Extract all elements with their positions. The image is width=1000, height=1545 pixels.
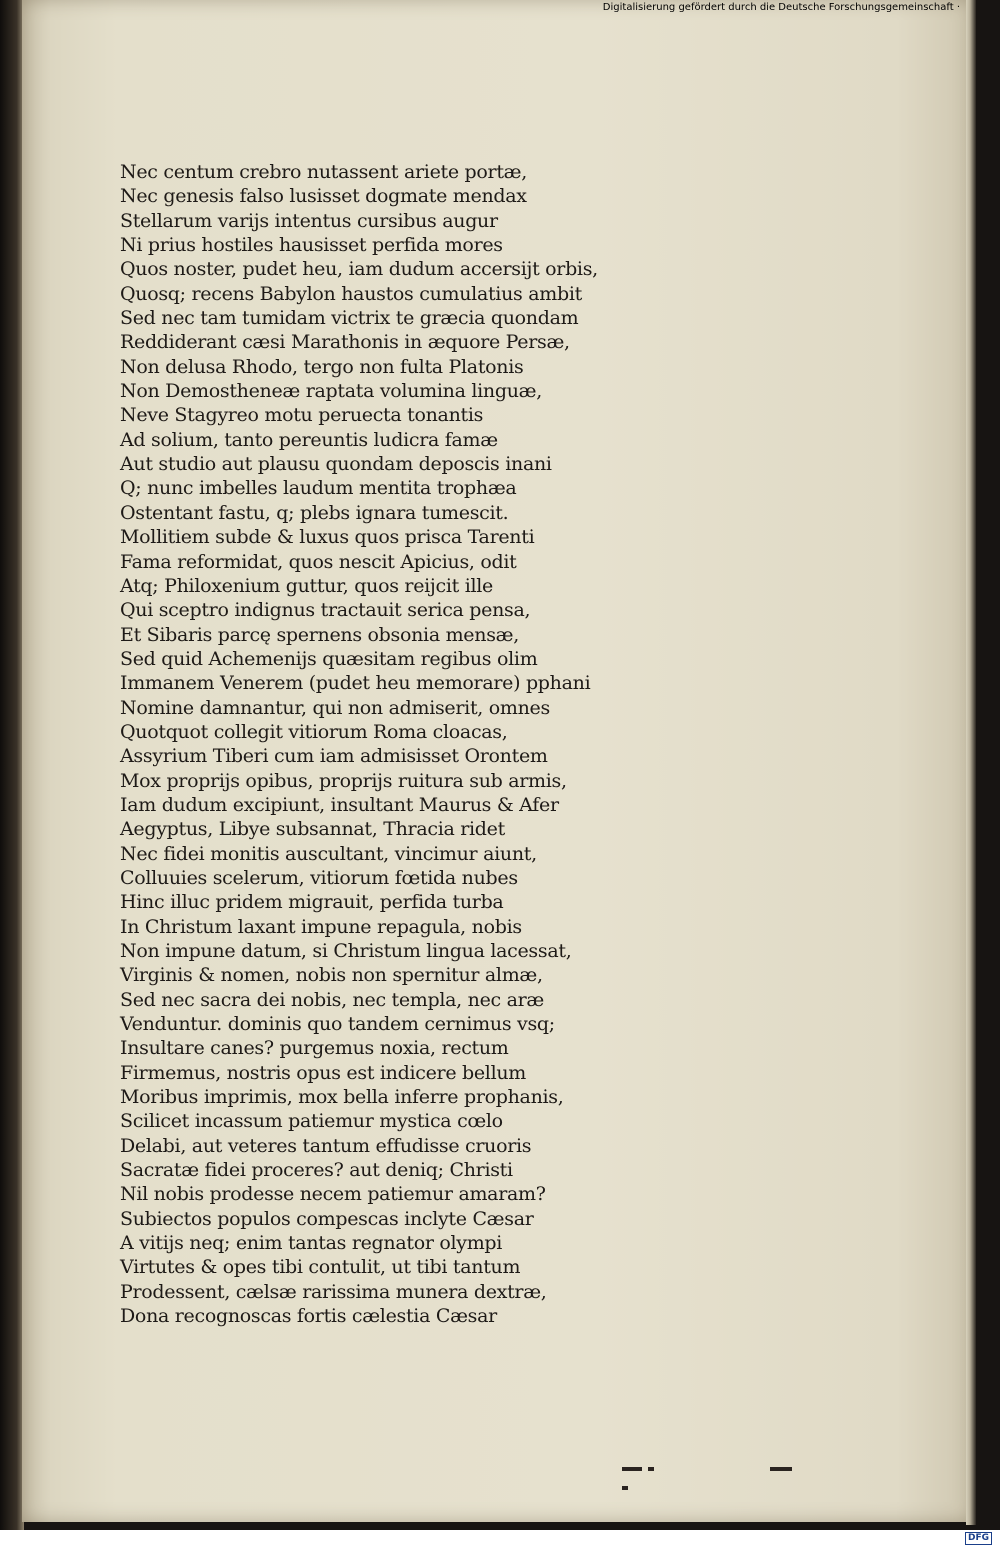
poem-line: Hinc illuc pridem migrauit, perfida turba [120,891,504,914]
poem-line: Aut studio aut plausu quondam deposcis inani [120,453,552,476]
poem-line: Ad solium, tanto pereuntis ludicra famæ [120,428,498,451]
footer-bar [0,1530,1000,1545]
poem-line: Virtutes & opes tibi contulit, ut tibi tantum [120,1256,521,1279]
poem-line: Immanem Venerem (pudet heu memorare) pphani [120,672,591,695]
poem-line: Nomine damnantur, qui non admiserit, omnes [120,696,550,719]
poem-line: Non Demostheneæ raptata volumina linguæ, [120,380,542,403]
poem-line: Q; nunc imbelles laudum mentita trophæa [120,477,517,500]
poem-line: Sed nec tam tumidam victrix te græcia quondam [120,307,579,330]
poem-line: Colluuies scelerum, vitiorum fœtida nubes [120,866,518,889]
poem-line: Delabi, aut veteres tantum effudisse cruoris [120,1134,532,1157]
poem-line: Ni prius hostiles hausisset perfida mores [120,234,503,257]
poem-line: In Christum laxant impune repagula, nobis [120,915,522,938]
poem-line: Aegyptus, Libye subsannat, Thracia ridet [120,818,505,841]
poem-line: Scilicet incassum patiemur mystica cœlo [120,1110,503,1133]
poem-line: Ostentant fastu, q; plebs ignara tumescit. [120,501,509,524]
poem-line: Reddiderant cæsi Marathonis in æquore Persæ, [120,331,570,354]
poem-line: Nec centum crebro nutassent ariete portæ, [120,161,527,183]
poem-line: A vitijs neq; enim tantas regnator olympi [120,1232,503,1255]
poem-line: Et Sibaris parcę spernens obsonia mensæ, [120,623,519,646]
poem-line: Virginis & nomen, nobis non spernitur almæ, [120,964,543,987]
poem-line: Venduntur. dominis quo tandem cernimus vsq; [120,1013,555,1036]
poem-line: Nec fidei monitis auscultant, vincimur aiunt, [120,842,537,865]
poem-line: Nil nobis prodesse necem patiemur amaram? [120,1183,546,1206]
funding-notice: Digitalisierung gefördert durch die Deutsche Forschungsgemeinschaft · [602,2,960,13]
poem-line: Neve Stagyreo motu peruecta tonantis [120,404,484,427]
poem-line: Nec genesis falso lusisset dogmate mendax [120,185,527,208]
poem-line: Mollitiem subde & luxus quos prisca Tarenti [120,526,535,549]
poem-line: Assyrium Tiberi cum iam admisisset Orontem [120,745,548,768]
page-edge [966,0,976,1525]
poem-line: Prodessent, cælsæ rarissima munera dextræ, [120,1280,547,1303]
poem-line: Dona recognoscas fortis cælestia Cæsar [120,1305,497,1328]
poem-line: Sacratæ fidei proceres? aut deniq; Christi [120,1159,513,1182]
poem-line: Sed nec sacra dei nobis, nec templa, nec aræ [120,988,544,1011]
signature-marks [770,1458,798,1466]
poem-line: Non delusa Rhodo, tergo non fulta Platonis [120,355,524,378]
poem-line: Atq; Philoxenium guttur, quos reijcit ille [120,574,493,597]
poem-line: Iam dudum excipiunt, insultant Maurus & Afer [120,793,559,816]
dfg-logo: DFG [965,1532,992,1545]
poem-line: Quos noster, pudet heu, iam dudum accersijt orbis, [120,258,598,281]
book-binding-edge [0,0,24,1530]
poem-line: Subiectos populos compescas inclyte Cæsar [120,1207,534,1230]
poem-line: Fama reformidat, quos nescit Apicius, odit [120,550,517,573]
poem-text [120,160,640,1329]
poem-line: Non impune datum, si Christum lingua lacessat, [120,940,572,962]
poem-line: Quosq; recens Babylon haustos cumulatius ambit [120,282,582,305]
poem-line: Quotquot collegit vitiorum Roma cloacas, [120,720,508,743]
poem-line: Firmemus, nostris opus est indicere bellum [120,1061,527,1084]
catchword-marks [622,1458,670,1466]
poem-line: Sed quid Achemenijs quæsitam regibus olim [120,647,538,670]
poem-line: Mox proprijs opibus, proprijs ruitura sub armis, [120,769,567,792]
poem-line: Moribus imprimis, mox bella inferre prophanis, [120,1086,564,1109]
poem-line: Insultare canes? purgemus noxia, rectum [120,1037,509,1060]
poem-line: Stellarum varijs intentus cursibus augur [120,209,498,232]
poem-line: Qui sceptro indignus tractauit serica pensa, [120,599,531,622]
